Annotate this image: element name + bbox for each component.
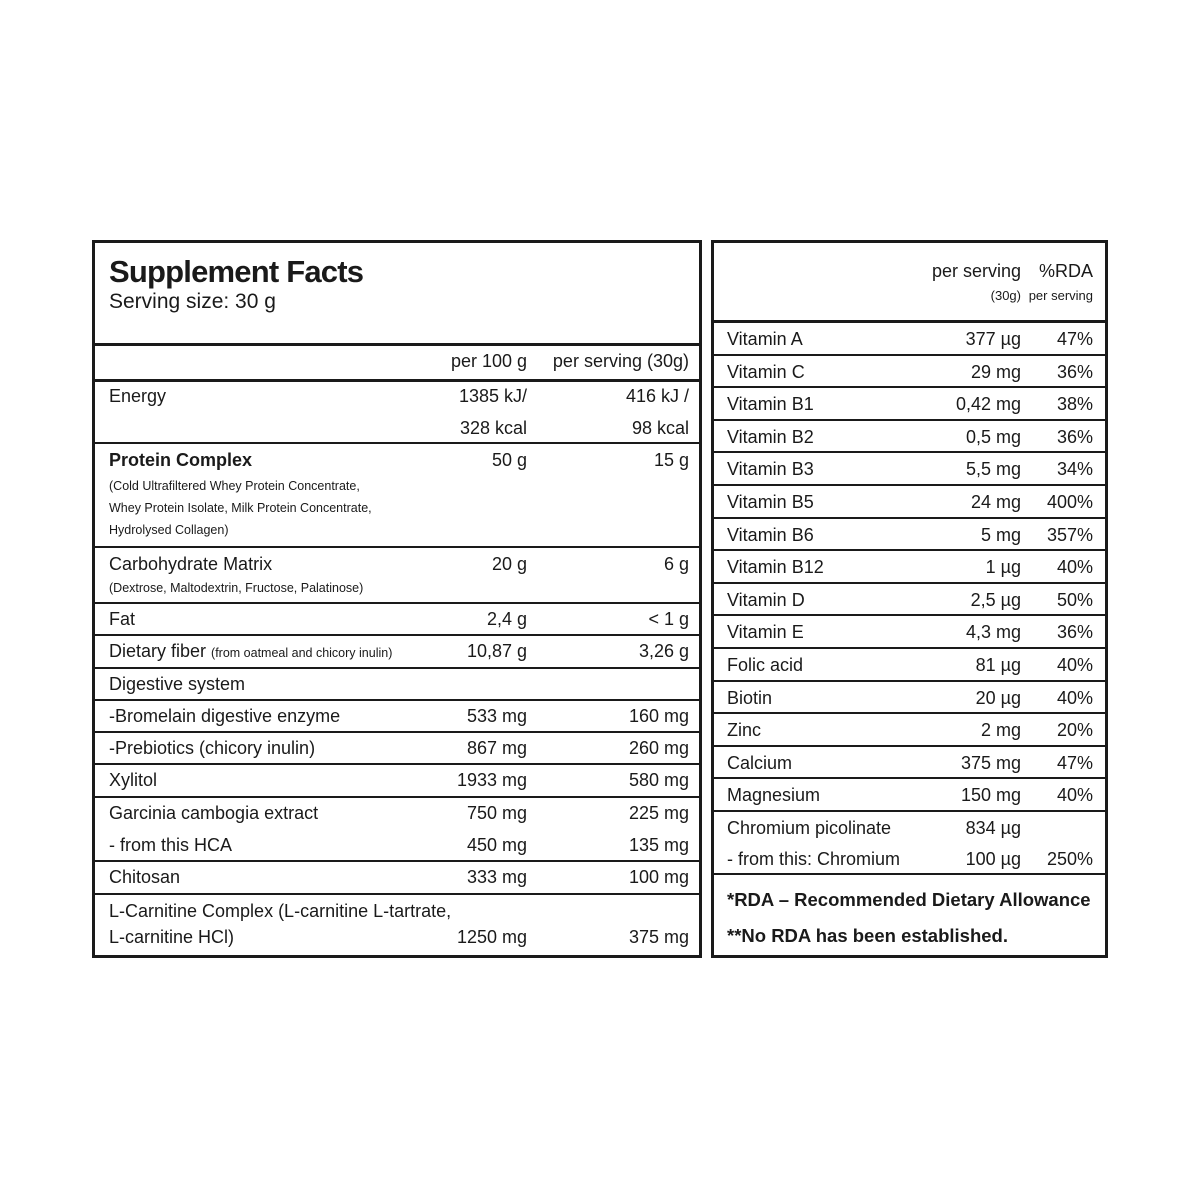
vitamin-rda: 40% [1056, 654, 1093, 675]
chromium-sub-rda: 250% [1046, 848, 1093, 869]
hca-per-serving: 135 mg [628, 835, 689, 855]
energy-per100-kj: 1385 kJ/ [458, 386, 527, 406]
chitosan-label: Chitosan [109, 867, 181, 887]
vitamin-per-serving: 20 µg [975, 687, 1021, 708]
vitamin-row [714, 421, 1105, 454]
fat-per100: 2,4 g [486, 609, 527, 629]
energy-label: Energy [109, 386, 167, 406]
facts-header [95, 243, 699, 346]
vitamin-rows [714, 323, 1105, 812]
vitamin-rda: 40% [1056, 785, 1093, 806]
col-serving: per serving [931, 261, 1021, 281]
vitamin-per-serving: 375 mg [960, 752, 1021, 773]
vitamin-per-serving: 24 mg [970, 491, 1021, 512]
footnote-rda: *RDA – Recommended Dietary Allowance [727, 888, 1091, 910]
bromelain-per-serving: 160 mg [628, 706, 689, 726]
col-per-serving: per serving (30g) [552, 351, 689, 371]
vitamin-row [714, 682, 1105, 715]
carnitine-label-1: L-Carnitine Complex (L-carnitine L-tartrate, [109, 901, 452, 921]
vitamin-rda: 36% [1056, 426, 1093, 447]
vitamin-label: Vitamin C [727, 361, 805, 382]
vitamin-rda: 357% [1046, 524, 1093, 545]
col-serving-size: (30g) [990, 288, 1021, 303]
chromium-label: Chromium picolinate [727, 817, 892, 838]
chromium-sub-serving: 100 µg [965, 848, 1021, 869]
vitamin-per-serving: 81 µg [975, 654, 1021, 675]
protein-per100: 50 g [491, 450, 527, 470]
vitamin-row [714, 519, 1105, 552]
facts-title: Supplement Facts [109, 254, 364, 289]
protein-per-serving: 15 g [653, 450, 689, 470]
vitamin-row [714, 779, 1105, 812]
xylitol-per-serving: 580 mg [628, 770, 689, 790]
vitamin-row [714, 714, 1105, 747]
fiber-label-group [109, 641, 392, 662]
vitamin-per-serving: 2,5 µg [970, 589, 1021, 610]
hca-per100: 450 mg [466, 835, 527, 855]
carnitine-label-2: L-carnitine HCl) [109, 927, 235, 947]
vitamin-per-serving: 2 mg [980, 720, 1021, 741]
energy-serving-kj: 416 kJ / [625, 386, 689, 406]
footnotes [714, 875, 1105, 946]
row-carbohydrate [95, 548, 699, 604]
vitamin-rda: 36% [1056, 622, 1093, 643]
vitamin-row [714, 453, 1105, 486]
vitamin-per-serving: 5,5 mg [965, 459, 1021, 480]
protein-label: Protein Complex [109, 450, 253, 470]
garcinia-per100: 750 mg [466, 803, 527, 823]
carb-label: Carbohydrate Matrix [109, 554, 273, 574]
garcinia-per-serving: 225 mg [628, 803, 689, 823]
vitamin-label: Folic acid [727, 654, 804, 675]
fiber-note: (from oatmeal and chicory inulin) [211, 646, 393, 660]
row-chitosan [95, 862, 699, 895]
energy-per100-kcal: 328 kcal [459, 418, 527, 438]
prebiotics-per-serving: 260 mg [628, 738, 689, 758]
vitamin-row [714, 616, 1105, 649]
vitamin-label: Zinc [727, 720, 762, 741]
prebiotics-per100: 867 mg [466, 738, 527, 758]
row-fat [95, 604, 699, 636]
vitamin-rda: 47% [1056, 752, 1093, 773]
row-prebiotics [95, 733, 699, 765]
protein-note-3: Hydrolysed Collagen) [109, 523, 229, 537]
garcinia-label: Garcinia cambogia extract [109, 803, 319, 823]
vitamin-rda: 50% [1056, 589, 1093, 610]
vitamin-label: Vitamin B3 [727, 459, 814, 480]
protein-note-2: Whey Protein Isolate, Milk Protein Concentrate, [109, 501, 372, 515]
carb-note: (Dextrose, Maltodextrin, Fructose, Palatinose) [109, 581, 364, 595]
vitamin-rda: 40% [1056, 687, 1093, 708]
row-energy [95, 382, 699, 444]
row-bromelain [95, 701, 699, 733]
bromelain-per100: 533 mg [466, 706, 527, 726]
col-rda-per-serving: per serving [1028, 288, 1093, 303]
vitamin-label: Vitamin E [727, 622, 804, 643]
footnote-no-rda: **No RDA has been established. [727, 924, 1008, 946]
digestive-label: Digestive system [109, 674, 246, 694]
prebiotics-label: -Prebiotics (chicory inulin) [109, 738, 316, 758]
vitamin-rda: 20% [1056, 720, 1093, 741]
vitamin-row [714, 747, 1105, 780]
fiber-per-serving: 3,26 g [638, 641, 689, 661]
carb-per-serving: 6 g [663, 554, 689, 574]
xylitol-per100: 1933 mg [456, 770, 527, 790]
fiber-label: Dietary fiber [109, 641, 207, 661]
col-rda: %RDA [1038, 261, 1093, 281]
vitamin-label: Vitamin B12 [727, 557, 824, 578]
chromium-sub-label: - from this: Chromium [727, 848, 901, 869]
vitamin-per-serving: 377 µg [965, 329, 1021, 349]
chitosan-per-serving: 100 mg [628, 867, 689, 887]
vitamin-per-serving: 0,5 mg [965, 426, 1021, 447]
carnitine-per100: 1250 mg [456, 927, 527, 947]
vitamin-row [714, 388, 1105, 421]
vitamin-row [714, 323, 1105, 356]
vitamin-label: Vitamin B2 [727, 426, 814, 447]
vitamin-row [714, 486, 1105, 519]
row-dietary-fiber [95, 636, 699, 669]
vitamin-label: Calcium [727, 752, 793, 773]
vitamin-label: Vitamin D [727, 589, 805, 610]
vitamin-per-serving: 4,3 mg [965, 622, 1021, 643]
vitamin-rda: 34% [1056, 459, 1093, 480]
row-chromium [714, 812, 1105, 875]
vitamin-rda: 38% [1056, 394, 1093, 415]
vitamin-rda: 40% [1056, 557, 1093, 578]
hca-label: - from this HCA [109, 835, 233, 855]
vitamin-row [714, 356, 1105, 389]
vitamin-per-serving: 5 mg [980, 524, 1021, 545]
vitamin-label: Vitamin B6 [727, 524, 814, 545]
carnitine-per-serving: 375 mg [628, 927, 689, 947]
column-header-row [95, 346, 699, 382]
vitamin-row [714, 551, 1105, 584]
fat-per-serving: < 1 g [648, 609, 689, 629]
fat-label: Fat [109, 609, 136, 629]
protein-note-1: (Cold Ultrafiltered Whey Protein Concentrate, [109, 479, 360, 493]
vitamin-per-serving: 1 µg [985, 557, 1021, 578]
fiber-per100: 10,87 g [466, 641, 527, 661]
row-xylitol [95, 765, 699, 798]
vitamin-rda: 36% [1056, 361, 1093, 382]
row-digestive-system [95, 669, 699, 701]
energy-serving-kcal: 98 kcal [631, 418, 689, 438]
vitamin-row [714, 649, 1105, 682]
vitamin-rda: 400% [1046, 491, 1093, 512]
vitamin-per-serving: 150 mg [960, 785, 1021, 806]
chitosan-per100: 333 mg [466, 867, 527, 887]
vitamin-row [714, 584, 1105, 617]
bromelain-label: -Bromelain digestive enzyme [109, 706, 341, 726]
carb-per100: 20 g [491, 554, 527, 574]
vitamin-per-serving: 29 mg [970, 361, 1021, 382]
vitamins-panel [711, 240, 1108, 958]
vitamin-label: Vitamin B5 [727, 491, 814, 512]
xylitol-label: Xylitol [109, 770, 158, 790]
chromium-serving: 834 µg [965, 817, 1021, 838]
col-per-100g: per 100 g [450, 351, 527, 371]
vitamin-label: Biotin [727, 687, 773, 708]
vitamins-header [714, 243, 1105, 323]
vitamin-per-serving: 0,42 mg [955, 394, 1021, 415]
supplement-facts-panel [92, 240, 702, 958]
vitamin-rda: 47% [1056, 329, 1093, 349]
row-garcinia [95, 798, 699, 862]
row-l-carnitine [95, 895, 699, 955]
row-protein [95, 444, 699, 548]
vitamin-label: Vitamin B1 [727, 394, 814, 415]
vitamin-label: Vitamin A [727, 329, 803, 349]
serving-size: Serving size: 30 g [109, 290, 276, 313]
vitamin-label: Magnesium [727, 785, 821, 806]
